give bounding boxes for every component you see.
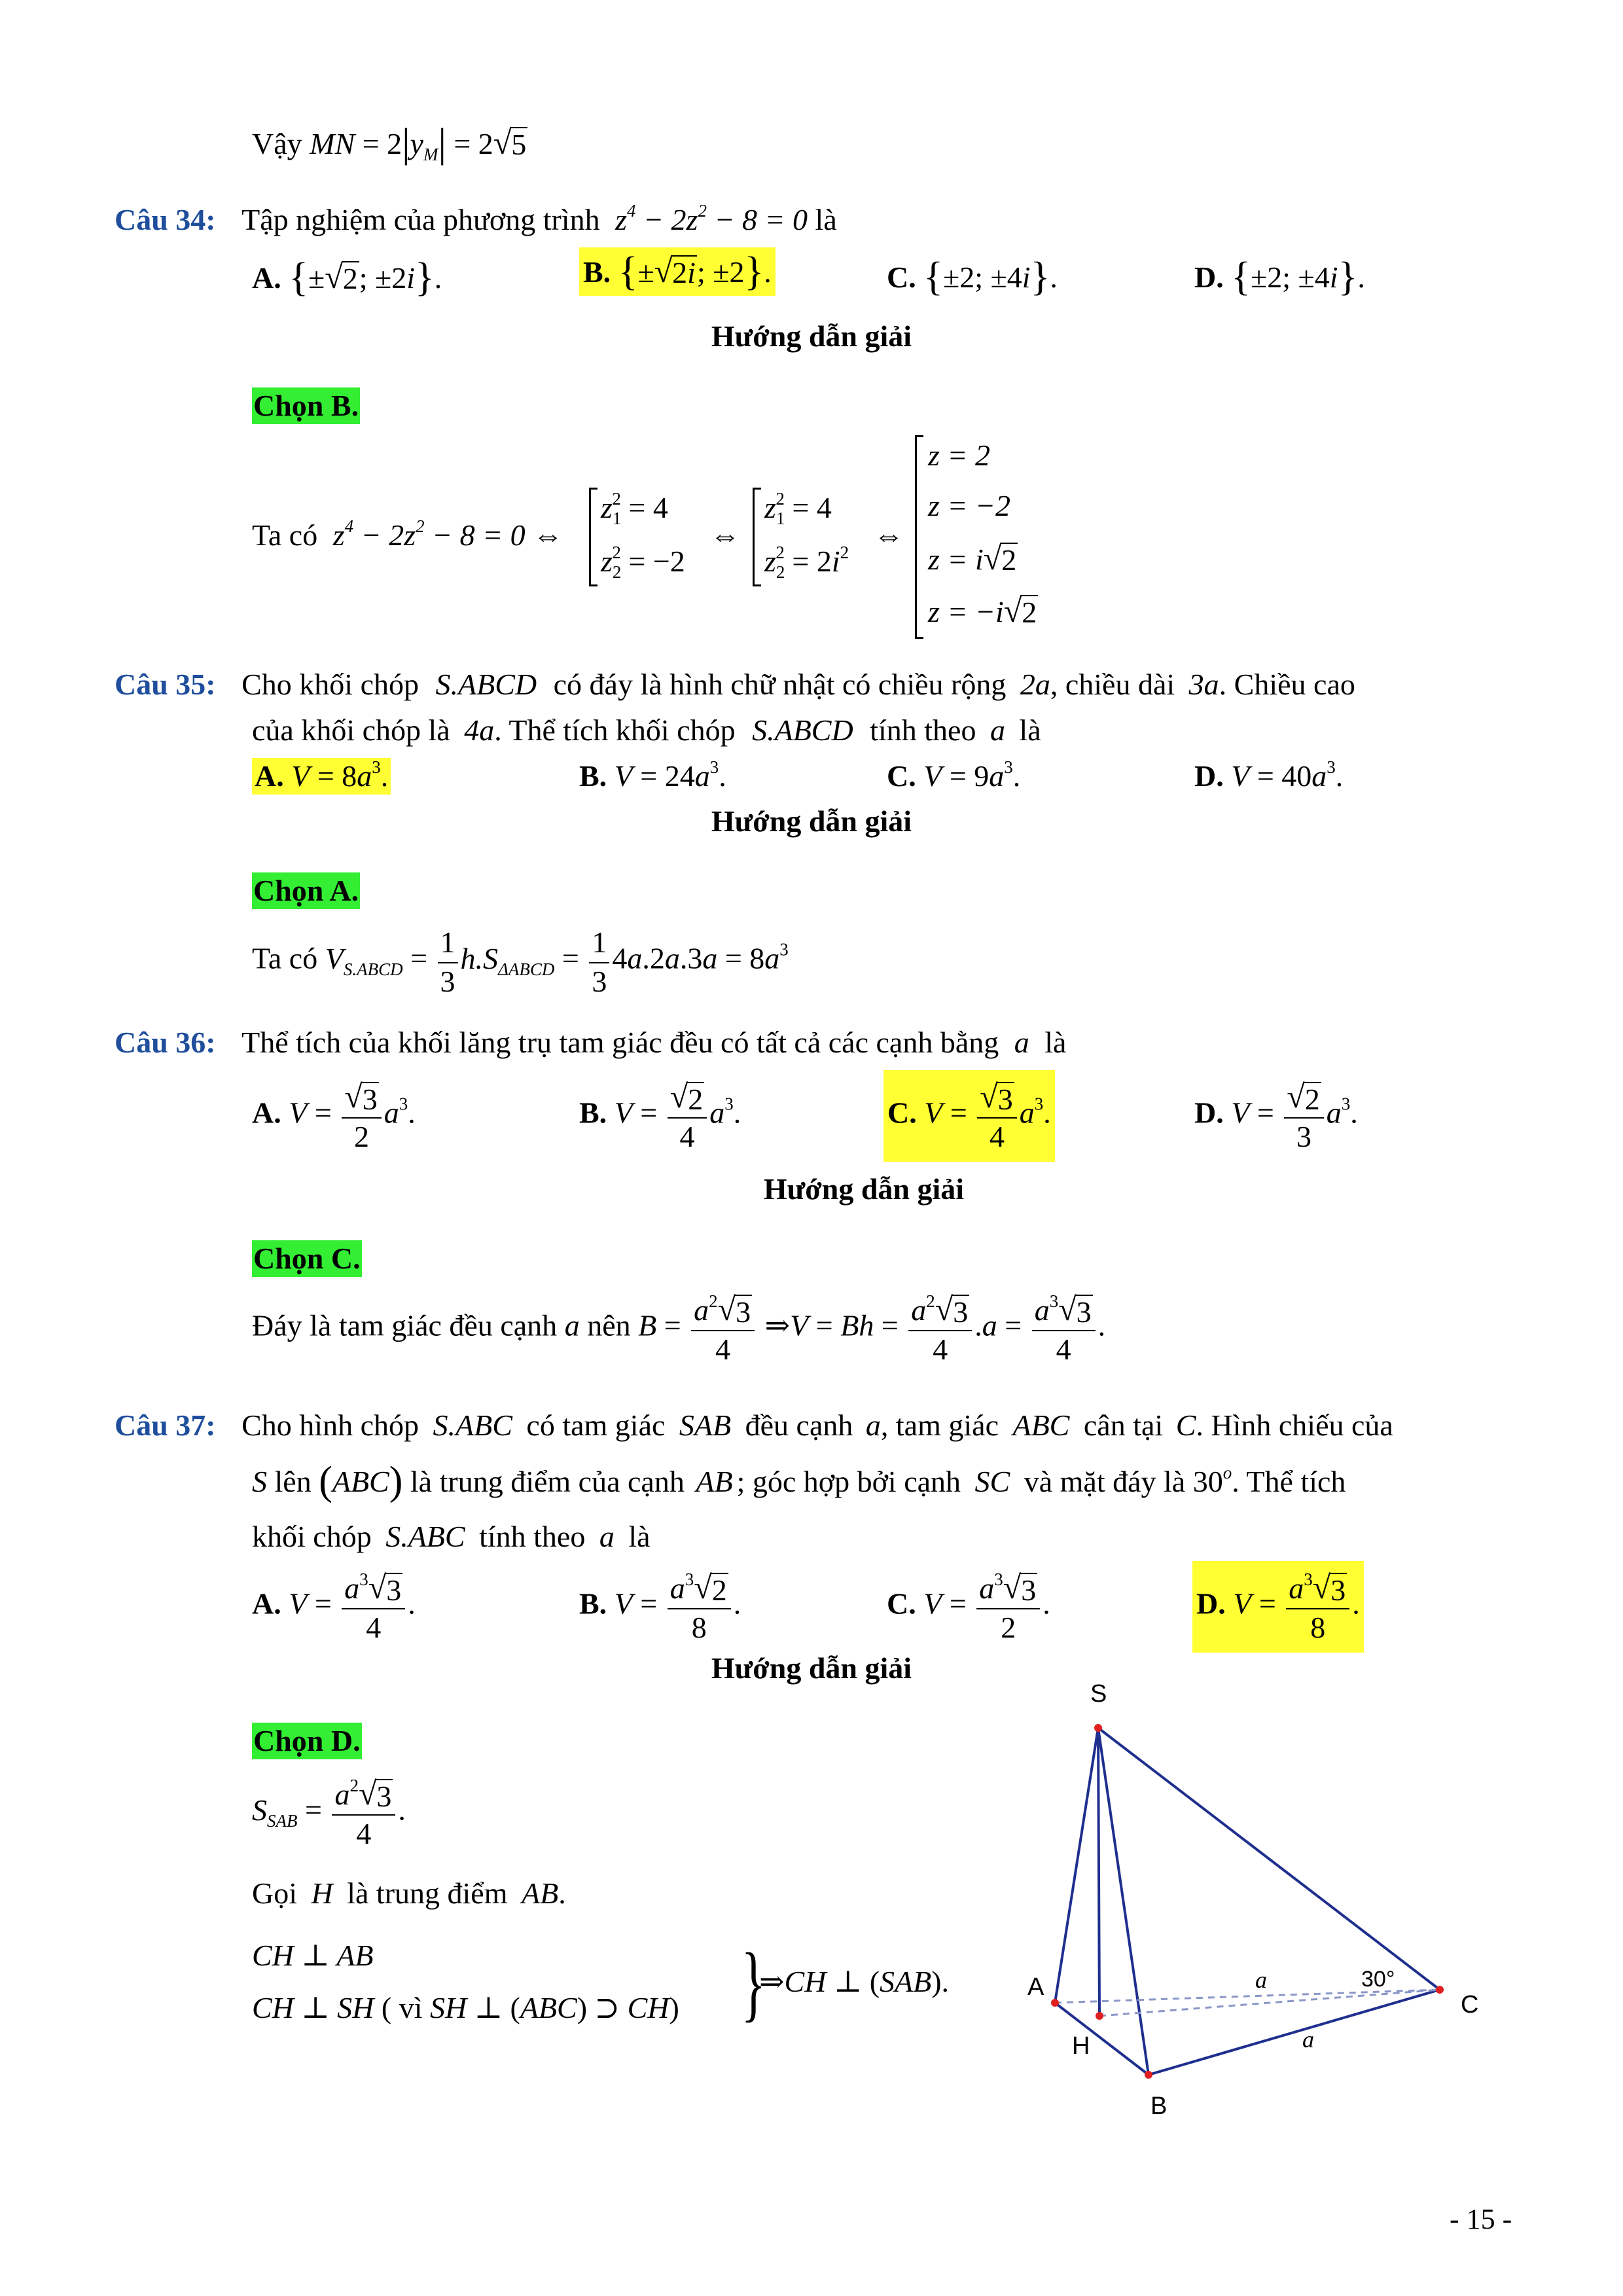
label-h: H: [1072, 2032, 1090, 2060]
point-s: [1094, 1724, 1102, 1732]
edge-bc: [1149, 1990, 1440, 2075]
intro-prefix: Vậy: [252, 127, 302, 160]
page-number: - 15 -: [1450, 2203, 1512, 2235]
edge-sc: [1098, 1728, 1440, 1990]
q37-choice-a: A. V = $a^3$ √ 3 4 .: [252, 1569, 416, 1644]
q35-answer-heading: Hướng dẫn giải: [711, 804, 912, 838]
q37-ch-sh: CH ⊥ SH ( vì SH ⊥ (ABC) ⊃ CH): [252, 1991, 679, 2024]
q36-choice-c: C. V = √ 3 4 $a^3$.: [883, 1070, 1055, 1162]
edge-sb: [1098, 1728, 1149, 2075]
point-b: [1145, 2071, 1152, 2079]
edge-ac-hidden: [1055, 1990, 1440, 2003]
q35-stem-line2: của khối chóp là 4a. Thể tích khối chóp S.ABCD tính theo a là: [252, 713, 1041, 747]
q36-chosen: Chọn C.: [252, 1240, 362, 1277]
q34-choice-c: C. {±2; ±4i}.: [887, 255, 1058, 299]
label-b: B: [1150, 2092, 1168, 2120]
q36-choice-d: D. V = √ 2 3 $a^3$.: [1194, 1078, 1358, 1153]
point-a: [1051, 1999, 1059, 2007]
q34-solution: Ta có $z^4 - 2z^2 - 8 = 0$ ⇔: [252, 516, 563, 552]
q36-solution: Đáy là tam giác đều cạnh a nên B = $a^2$ √ 3 4 ⇒V = Bh = $a^2$ √ 3 4 .a = $a^3$ √ 3 4 .: [252, 1291, 1106, 1366]
q34-label: Câu 34:: [115, 203, 216, 236]
q37-ch-ab: CH ⊥ AB: [252, 1939, 374, 1972]
label-a-side2: a: [1302, 2026, 1314, 2053]
q37-chosen: Chọn D.: [252, 1723, 362, 1759]
label-c: C: [1461, 1991, 1479, 2018]
q37-ssab: $S_{SAB}$ = $a^2$ √ 3 4 .: [252, 1775, 406, 1850]
q36-stem: Câu 36: Thể tích của khối lăng trụ tam giác đều có tất cả các cạnh bằng a là: [115, 1026, 1067, 1059]
q36-choice-b: B. V = √ 2 4 $a^3$.: [579, 1078, 741, 1153]
q37-conclusion: ⇒CH ⊥ (SAB).: [759, 1965, 950, 1998]
q37-stem-line3: khối chóp S.ABC tính theo a là: [252, 1520, 651, 1553]
edge-hc-hidden: [1099, 1990, 1440, 2016]
label-a-side1: a: [1255, 1967, 1267, 1993]
q34-choice-a: A. {± √ 2 ; ±2i}.: [252, 255, 442, 300]
edge-sh: [1098, 1728, 1099, 2016]
q34-choice-b: B. {± √ 2i ; ±2}.: [579, 247, 776, 296]
q34-answer-heading: Hướng dẫn giải: [711, 319, 912, 353]
q35-solution: Ta có $V_{S.ABCD}$ = $\frac{1}{3}$ $h.S_{\Delta ABCD}$ = $\frac{1}{3}$ $4a.2a.3a = 8a^3$: [252, 923, 789, 1000]
q35-choice-c: C. $V = 9a^3$.: [887, 757, 1021, 793]
q36-choice-a: A. V = √ 3 2 $a^3$.: [252, 1078, 416, 1153]
q37-goi: Gọi H là trung điểm AB.: [252, 1876, 566, 1910]
q35-choice-d: D. $V = 40a^3$.: [1194, 757, 1344, 793]
point-c: [1436, 1986, 1444, 1994]
q35-stem-line1: Câu 35: Cho khối chóp S.ABCD có đáy là hình chữ nhật có chiều rộng 2a, chiều dài 3a. Chiều cao: [115, 668, 1355, 701]
q34-choice-d: D. {±2; ±4i}.: [1194, 255, 1365, 299]
q35-choice-b: B. $V = 24a^3$.: [579, 757, 726, 793]
intro-line: Vậy MN = $2|y_M| = 2$ √ 5: [252, 121, 527, 166]
q37-stem-line2: S lên (ABC) là trung điểm của cạnh AB ; góc hợp bởi cạnh SC và mặt đáy là 30$^o$. Thể tích: [252, 1459, 1346, 1503]
edge-sa: [1055, 1728, 1098, 2003]
q34-chosen: Chọn B.: [252, 387, 360, 424]
q36-answer-heading: Hướng dẫn giải: [763, 1172, 965, 1206]
label-s: S: [1090, 1680, 1107, 1708]
q35-choice-a: A. $V = 8a^3$.: [252, 758, 391, 795]
pyramid-figure: [1021, 1662, 1505, 2121]
point-h: [1096, 2012, 1103, 2020]
label-angle: 30°: [1361, 1967, 1395, 1992]
label-a: A: [1027, 1973, 1044, 2001]
q37-choice-c: C. V = $a^3$ √ 3 2 .: [887, 1569, 1050, 1644]
q37-stem-line1: Câu 37: Cho hình chóp S.ABC có tam giác SAB đều cạnh a, tam giác ABC cân tại C. Hình chiếu của: [115, 1408, 1393, 1442]
q37-choice-b: B. V = $a^3$ √ 2 8 .: [579, 1569, 741, 1644]
q37-answer-heading: Hướng dẫn giải: [711, 1651, 912, 1685]
q35-chosen: Chọn A.: [252, 872, 360, 909]
q34-stem: Câu 34: Tập nghiệm của phương trình $z^4 - 2z^2 - 8 = 0$ là: [115, 201, 837, 236]
q37-choice-d: D. V = $a^3$ √ 3 8 .: [1192, 1561, 1364, 1653]
